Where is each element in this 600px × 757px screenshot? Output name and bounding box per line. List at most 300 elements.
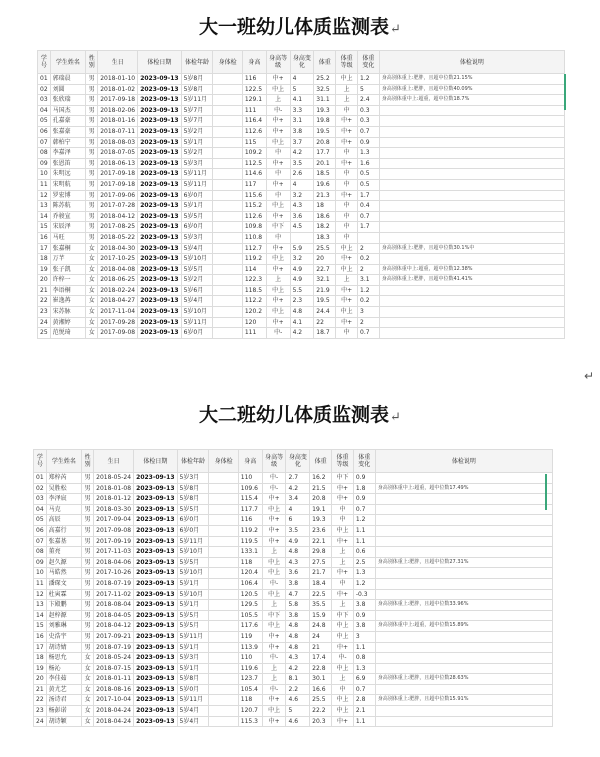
- table-cell: [209, 653, 238, 664]
- table-cell: 20: [38, 275, 51, 286]
- column-header: 体重等级: [332, 450, 354, 473]
- table-cell: 李泽宸: [46, 494, 82, 505]
- table-cell: 2018-08-04: [94, 600, 134, 611]
- table-row: [34, 578, 553, 589]
- table-cell: 115.6: [242, 190, 266, 201]
- table-cell: 5岁11月: [177, 536, 209, 547]
- table-cell: 中下: [262, 610, 286, 621]
- table-cell: 2: [358, 264, 380, 275]
- table-cell: 105.4: [238, 684, 262, 695]
- table-cell: 男: [82, 536, 94, 547]
- table-cell: 李语桐: [50, 285, 86, 296]
- grid-class-2: [33, 449, 553, 727]
- table-cell: 3: [353, 631, 375, 642]
- table-cell: 中: [336, 222, 358, 233]
- table-cell: [209, 557, 238, 568]
- table-cell: 中: [336, 179, 358, 190]
- table-cell: 22: [314, 317, 336, 328]
- note-cell: [375, 663, 552, 674]
- note-cell: [379, 137, 564, 148]
- table-cell: 上: [336, 95, 358, 106]
- table-cell: 中-: [262, 473, 286, 484]
- note-cell: [375, 473, 552, 484]
- table-cell: 中+: [262, 716, 286, 727]
- table-cell: 2018-06-13: [98, 158, 138, 169]
- table-cell: 5岁1月: [181, 137, 213, 148]
- table-cell: 122.3: [242, 275, 266, 286]
- column-header: 学生姓名: [46, 450, 82, 473]
- table-cell: 5岁5月: [181, 264, 213, 275]
- table-cell: 2023-09-13: [138, 179, 181, 190]
- table-cell: 中: [336, 105, 358, 116]
- note-cell: 身高别体重上:肥胖，且超中位数41.41%: [379, 275, 564, 286]
- table-cell: 男: [82, 515, 94, 526]
- table-cell: 男: [86, 211, 98, 222]
- table-cell: 16: [34, 631, 47, 642]
- table-cell: 2023-09-13: [138, 169, 181, 180]
- table-cell: 马国杰: [50, 105, 86, 116]
- table-cell: 5岁8月: [177, 494, 209, 505]
- table-cell: 郑梓芮: [46, 473, 82, 484]
- table-cell: 李嘉泽: [50, 148, 86, 159]
- table-cell: 4.3: [290, 201, 314, 212]
- column-header: 身高等级: [262, 450, 286, 473]
- table-cell: 112.5: [242, 158, 266, 169]
- table-cell: 1.7: [358, 222, 380, 233]
- table-cell: [213, 232, 242, 243]
- table-cell: 张子凯: [50, 264, 86, 275]
- table-cell: 6岁0月: [181, 328, 213, 339]
- column-header: 体检年龄: [177, 450, 209, 473]
- table-cell: 中+: [262, 536, 286, 547]
- table-cell: 刘雅琳: [46, 621, 82, 632]
- table-cell: 4.8: [286, 642, 310, 653]
- column-header: 性别: [82, 450, 94, 473]
- table-cell: 2018-04-24: [94, 706, 134, 717]
- table-cell: 2017-10-26: [94, 568, 134, 579]
- table-cell: 中+: [332, 716, 354, 727]
- table-cell: 10: [34, 568, 47, 579]
- note-cell: [379, 328, 564, 339]
- table-cell: [213, 264, 242, 275]
- table-cell: 男: [82, 494, 94, 505]
- table-cell: 2017-09-06: [98, 190, 138, 201]
- table-cell: [213, 296, 242, 307]
- table-cell: 5岁3月: [181, 158, 213, 169]
- table-cell: 02: [38, 84, 51, 95]
- table-cell: 黄尤艺: [46, 684, 82, 695]
- table-cell: 高辰: [46, 515, 82, 526]
- table-cell: 2017-10-04: [94, 695, 134, 706]
- table-cell: 32.1: [314, 275, 336, 286]
- table-cell: 109.2: [242, 148, 266, 159]
- table-cell: 2023-09-13: [138, 222, 181, 233]
- table-cell: 2023-09-13: [138, 211, 181, 222]
- table-row: [38, 84, 565, 95]
- note-cell: [375, 536, 552, 547]
- table-cell: [213, 74, 242, 85]
- column-header: 身高: [238, 450, 262, 473]
- table-row: [38, 95, 565, 106]
- table-cell: 0.7: [358, 126, 380, 137]
- table-cell: 陈苏航: [50, 201, 86, 212]
- note-cell: [375, 578, 552, 589]
- table-cell: 2023-09-13: [138, 201, 181, 212]
- table-cell: 3.8: [286, 610, 310, 621]
- table-cell: [213, 95, 242, 106]
- table-cell: 13: [38, 201, 51, 212]
- table-cell: 12: [34, 589, 47, 600]
- table-cell: 男: [82, 483, 94, 494]
- table-cell: 中: [336, 328, 358, 339]
- table-cell: 119: [238, 631, 262, 642]
- table-cell: 朱明远: [50, 169, 86, 180]
- table-cell: 2018-07-05: [98, 148, 138, 159]
- table-cell: 13: [34, 600, 47, 611]
- table-cell: 117.7: [238, 504, 262, 515]
- table-cell: 女: [82, 674, 94, 685]
- table-cell: 中+: [262, 695, 286, 706]
- table-cell: 6岁0月: [177, 525, 209, 536]
- table-cell: 男: [82, 578, 94, 589]
- column-header: 身高等级: [266, 51, 290, 74]
- note-cell: [375, 653, 552, 664]
- table-cell: 19.1: [310, 504, 332, 515]
- table-cell: 2018-07-15: [94, 663, 134, 674]
- table-cell: 19.8: [314, 116, 336, 127]
- table-cell: 马旺: [50, 232, 86, 243]
- table-cell: 2018-02-06: [98, 105, 138, 116]
- table-row: [34, 600, 553, 611]
- note-cell: [379, 317, 564, 328]
- table-row: [38, 285, 565, 296]
- table-row: [38, 307, 565, 318]
- table-cell: 上: [266, 95, 290, 106]
- table-cell: 08: [38, 148, 51, 159]
- table-cell: [213, 254, 242, 265]
- table-cell: 2023-09-13: [134, 674, 177, 685]
- table-cell: 董亮: [46, 547, 82, 558]
- table-cell: 中上: [332, 525, 354, 536]
- table-row: [38, 179, 565, 190]
- table-cell: [209, 515, 238, 526]
- table-cell: [358, 232, 380, 243]
- table-cell: 中上: [332, 663, 354, 674]
- table-cell: 2023-09-13: [138, 148, 181, 159]
- table-cell: 0.2: [358, 296, 380, 307]
- note-cell: 身高别体重中上:超重，超中位数18.7%: [379, 95, 564, 106]
- table-cell: 2023-09-13: [134, 525, 177, 536]
- table-cell: 5: [286, 706, 310, 717]
- table-cell: 2018-04-12: [94, 621, 134, 632]
- table-cell: 2017-09-18: [98, 169, 138, 180]
- table-cell: 09: [34, 557, 47, 568]
- table-cell: 2023-09-13: [134, 642, 177, 653]
- table-cell: 22.8: [310, 663, 332, 674]
- table-cell: 24: [34, 716, 47, 727]
- table-cell: 17.4: [310, 653, 332, 664]
- note-cell: [375, 494, 552, 505]
- table-cell: 中上: [262, 706, 286, 717]
- paragraph-mark-icon: ↵: [390, 410, 401, 425]
- table-cell: 2017-09-19: [94, 536, 134, 547]
- table-cell: 5岁4月: [181, 296, 213, 307]
- table-row: [34, 621, 553, 632]
- table-cell: 中+: [332, 642, 354, 653]
- table-cell: 5岁3月: [181, 232, 213, 243]
- table-cell: [213, 275, 242, 286]
- table-cell: 112.6: [242, 211, 266, 222]
- table-cell: 上: [262, 674, 286, 685]
- table-cell: 中+: [336, 116, 358, 127]
- table-cell: 中上: [336, 307, 358, 318]
- table-cell: 06: [38, 126, 51, 137]
- table-cell: 2023-09-13: [134, 716, 177, 727]
- table-cell: 29.8: [310, 547, 332, 558]
- table-cell: 0.8: [353, 653, 375, 664]
- table-cell: 中上: [336, 243, 358, 254]
- table-cell: 18.6: [314, 211, 336, 222]
- table-cell: [213, 307, 242, 318]
- table-cell: 男: [86, 222, 98, 233]
- table-cell: 109.6: [238, 483, 262, 494]
- table-class-2: [33, 449, 553, 727]
- table-cell: 2018-05-22: [98, 232, 138, 243]
- table-cell: 2.8: [353, 695, 375, 706]
- table-cell: [209, 494, 238, 505]
- table-cell: 2018-01-10: [98, 74, 138, 85]
- table-cell: 119.2: [242, 254, 266, 265]
- column-header: 体检年龄: [181, 51, 213, 74]
- table-cell: [209, 504, 238, 515]
- table-cell: 2.1: [353, 706, 375, 717]
- table-cell: 2018-05-24: [94, 653, 134, 664]
- table-cell: 22.2: [310, 706, 332, 717]
- table-cell: 0.9: [353, 610, 375, 621]
- table-cell: 2023-09-13: [134, 653, 177, 664]
- table-cell: 中上: [332, 695, 354, 706]
- table-row: [34, 610, 553, 621]
- table-cell: 18: [34, 653, 47, 664]
- table-cell: 05: [34, 515, 47, 526]
- table-cell: 18: [38, 254, 51, 265]
- table-cell: 5岁7月: [181, 105, 213, 116]
- table-cell: 6岁0月: [181, 222, 213, 233]
- table-cell: [209, 483, 238, 494]
- note-cell: [375, 525, 552, 536]
- table-cell: 2023-09-13: [138, 126, 181, 137]
- table-cell: [209, 600, 238, 611]
- note-cell: [375, 716, 552, 727]
- table-cell: 09: [38, 158, 51, 169]
- table-cell: 中+: [262, 525, 286, 536]
- table-cell: 中+: [336, 285, 358, 296]
- table-cell: 5岁11月: [181, 179, 213, 190]
- table-cell: 中+: [266, 116, 290, 127]
- table-cell: 男: [82, 557, 94, 568]
- table-cell: 1.1: [353, 525, 375, 536]
- table-cell: 07: [38, 137, 51, 148]
- table-cell: 2018-02-24: [98, 285, 138, 296]
- table-cell: 罗宏博: [50, 190, 86, 201]
- table-cell: 1.1: [353, 536, 375, 547]
- table-cell: 15.9: [310, 610, 332, 621]
- table-cell: 5岁5月: [177, 621, 209, 632]
- table-class-1: [37, 50, 565, 339]
- table-cell: 女: [86, 275, 98, 286]
- table-cell: [209, 578, 238, 589]
- table-cell: 刘圆: [50, 84, 86, 95]
- table-cell: 2.4: [358, 95, 380, 106]
- table-cell: 116.4: [242, 116, 266, 127]
- table-row: [34, 695, 553, 706]
- table-cell: 22.5: [310, 589, 332, 600]
- table-cell: 1.8: [353, 483, 375, 494]
- table-cell: 6岁0月: [177, 515, 209, 526]
- table-cell: 4: [290, 74, 314, 85]
- table-cell: [213, 179, 242, 190]
- table-cell: 赵久源: [46, 557, 82, 568]
- table-cell: 18.5: [314, 169, 336, 180]
- column-header: 性别: [86, 51, 98, 74]
- note-cell: [375, 547, 552, 558]
- table-cell: 赵梓源: [46, 610, 82, 621]
- table-cell: 2023-09-13: [134, 557, 177, 568]
- column-header: 生日: [98, 51, 138, 74]
- table-cell: 0.4: [358, 201, 380, 212]
- table-cell: 中上: [266, 254, 290, 265]
- table-cell: 21: [38, 285, 51, 296]
- table-cell: [209, 706, 238, 717]
- table-cell: 中+: [266, 296, 290, 307]
- table-cell: 中: [266, 232, 290, 243]
- note-cell: [375, 642, 552, 653]
- table-cell: 2017-11-04: [98, 307, 138, 318]
- selection-marker: [564, 74, 566, 110]
- note-cell: [375, 504, 552, 515]
- table-cell: 06: [34, 525, 47, 536]
- table-cell: 3.7: [290, 137, 314, 148]
- table-cell: 20.1: [314, 158, 336, 169]
- table-cell: 男: [86, 105, 98, 116]
- table-cell: 中-: [266, 328, 290, 339]
- table-cell: 14: [34, 610, 47, 621]
- table-cell: [209, 631, 238, 642]
- table-row: [34, 504, 553, 515]
- table-cell: 120.4: [238, 568, 262, 579]
- table-row: [38, 222, 565, 233]
- table-cell: 中+: [336, 137, 358, 148]
- table-cell: 中+: [336, 158, 358, 169]
- table-row: [38, 169, 565, 180]
- table-row: [38, 264, 565, 275]
- table-cell: 2023-09-13: [138, 232, 181, 243]
- table-cell: 2017-09-28: [98, 317, 138, 328]
- table-cell: 女: [86, 243, 98, 254]
- table-row: [38, 243, 565, 254]
- table-cell: 中+: [332, 536, 354, 547]
- table-cell: 21.3: [314, 190, 336, 201]
- table-cell: 5岁2月: [181, 126, 213, 137]
- table-cell: 张嘉桐: [50, 243, 86, 254]
- table-cell: 117: [242, 179, 266, 190]
- table-cell: 21.7: [310, 568, 332, 579]
- table-cell: 中上: [266, 84, 290, 95]
- column-header: 学号: [34, 450, 47, 473]
- note-cell: [379, 190, 564, 201]
- note-cell: [379, 296, 564, 307]
- table-cell: 男: [82, 525, 94, 536]
- table-cell: 男: [86, 201, 98, 212]
- table-cell: 112.7: [242, 243, 266, 254]
- table-cell: 杨彭诺: [46, 706, 82, 717]
- table-cell: 5岁10月: [181, 254, 213, 265]
- table-cell: [209, 695, 238, 706]
- table-cell: 123.7: [238, 674, 262, 685]
- table-cell: 2018-01-16: [98, 116, 138, 127]
- note-cell: [379, 211, 564, 222]
- table-cell: 01: [38, 74, 51, 85]
- table-cell: 5岁3月: [177, 653, 209, 664]
- table-cell: 6.9: [353, 674, 375, 685]
- note-cell: [379, 105, 564, 116]
- note-cell: [379, 116, 564, 127]
- table-cell: 19.3: [314, 105, 336, 116]
- table-cell: 郭瑞晨: [50, 74, 86, 85]
- table-cell: 2017-09-18: [98, 95, 138, 106]
- table-cell: 宋苏脉: [50, 307, 86, 318]
- table-row: [34, 483, 553, 494]
- table-cell: 中: [336, 211, 358, 222]
- table-cell: 中+: [336, 126, 358, 137]
- table-cell: 5岁8月: [177, 483, 209, 494]
- table-row: [34, 631, 553, 642]
- table-cell: 5岁3月: [177, 473, 209, 484]
- table-cell: 4.1: [290, 317, 314, 328]
- table-cell: 3: [358, 307, 380, 318]
- table-cell: 2023-09-13: [138, 74, 181, 85]
- table-cell: 117.6: [238, 621, 262, 632]
- table-cell: 2023-09-13: [134, 504, 177, 515]
- note-cell: [375, 631, 552, 642]
- table-cell: 女: [86, 264, 98, 275]
- table-cell: 116: [238, 515, 262, 526]
- table-cell: 2018-04-06: [94, 557, 134, 568]
- table-cell: [209, 610, 238, 621]
- table-cell: 20: [314, 254, 336, 265]
- note-cell: [375, 706, 552, 717]
- header-row: [34, 450, 553, 473]
- table-cell: 2018-04-24: [94, 716, 134, 727]
- table-cell: 中+: [332, 483, 354, 494]
- table-cell: [213, 201, 242, 212]
- table-cell: 2023-09-13: [138, 307, 181, 318]
- table-cell: 2023-09-13: [134, 473, 177, 484]
- table-cell: 25.2: [314, 74, 336, 85]
- table-cell: 上: [262, 600, 286, 611]
- table-cell: 19.6: [314, 179, 336, 190]
- table-cell: 男: [82, 631, 94, 642]
- table-cell: 许梓一: [50, 275, 86, 286]
- table-cell: 2023-09-13: [138, 296, 181, 307]
- table-row: [34, 557, 553, 568]
- table-cell: 2017-09-04: [94, 515, 134, 526]
- table-cell: 中: [332, 684, 354, 695]
- table-cell: 4: [290, 179, 314, 190]
- table-cell: 5岁1月: [177, 663, 209, 674]
- table-cell: 上: [332, 674, 354, 685]
- table-cell: 黄湘婷: [50, 317, 86, 328]
